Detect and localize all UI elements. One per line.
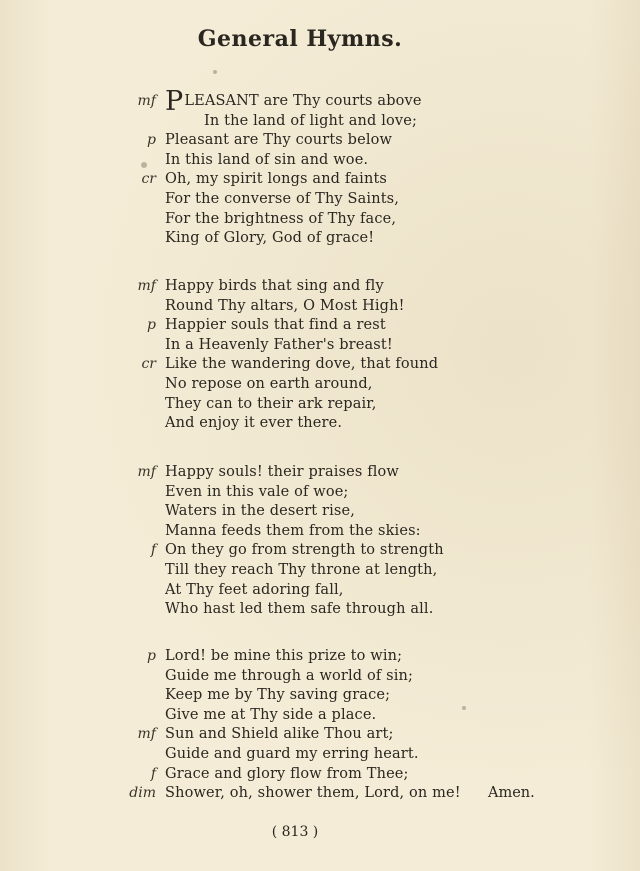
line-text: For the brightness of Thy face, (165, 210, 397, 227)
verse-line (0, 395, 640, 415)
line-text: Who hast led them safe through all. (165, 601, 434, 618)
line-text: In the land of light and love; (204, 112, 417, 129)
line-text: Happier souls that find a rest (165, 317, 386, 334)
line-text: Pleasant are Thy courts below (165, 132, 393, 149)
dynamic-marking: mf (137, 93, 156, 109)
verse-line (0, 784, 640, 804)
verse-line (0, 745, 640, 765)
line-text: In this land of sin and woe. (165, 151, 369, 168)
verse-line (0, 600, 640, 620)
line-text: Give me at Thy side a place. (165, 706, 377, 723)
drop-cap: P (165, 86, 184, 117)
line-text: Round Thy altars, O Most High! (165, 297, 405, 314)
verse-line (0, 229, 640, 249)
verse-line (0, 686, 640, 706)
verse-line (0, 210, 640, 230)
verse-line (0, 483, 640, 503)
line-text: Lord! be mine this prize to win; (165, 648, 403, 664)
line-text: Like the wandering dove, that found (165, 356, 439, 373)
line-text: And enjoy it ever there. (165, 415, 343, 432)
stanza (0, 277, 640, 434)
line-text (165, 86, 422, 117)
line-text: Happy birds that sing and fly (165, 278, 384, 294)
verse-line (0, 414, 640, 434)
line-text: Keep me by Thy saving grace; (165, 687, 391, 704)
dynamic-marking: mf (137, 464, 156, 480)
line-text: No repose on earth around, (165, 375, 373, 392)
verse-line (0, 647, 640, 667)
verse-line (0, 277, 640, 297)
page-title: General Hymns. (197, 26, 403, 52)
line-text: Sun and Shield alike Thou art; (165, 726, 394, 743)
verse-line (0, 86, 640, 117)
dynamic-marking: p (147, 648, 156, 664)
verse-line (0, 170, 640, 190)
line-text-rest: LEASANT are Thy courts above (184, 93, 422, 109)
dynamic-marking: p (147, 317, 156, 334)
verse-line (0, 151, 640, 171)
verse-line (0, 355, 640, 375)
verse-line (0, 336, 640, 356)
verse-line (0, 190, 640, 210)
verse-line (0, 375, 640, 395)
line-text: At Thy feet adoring fall, (165, 581, 344, 598)
line-text: Oh, my spirit longs and faints (165, 171, 388, 188)
stanza (0, 647, 640, 804)
verse-line (0, 502, 640, 522)
line-text: On they go from strength to strength (165, 542, 444, 559)
dynamic-marking: f (150, 542, 156, 559)
line-text: Waters in the desert rise, (165, 503, 355, 520)
ink-speck (213, 70, 217, 74)
line-text: Manna feeds them from the skies: (165, 522, 421, 539)
line-text: Grace and glory flow from Thee; (165, 765, 409, 782)
dynamic-marking: cr (141, 356, 156, 373)
verse-line (0, 541, 640, 561)
verse-line (0, 581, 640, 601)
line-text: King of Glory, God of grace! (165, 230, 375, 247)
line-text: They can to their ark repair, (165, 395, 377, 412)
line-text: Happy souls! their praises flow (165, 464, 399, 480)
amen-text: Amen. (488, 785, 535, 802)
dynamic-marking: mf (137, 726, 156, 743)
verse-line (0, 316, 640, 336)
stanza (0, 86, 640, 249)
dynamic-marking: p (147, 132, 156, 149)
line-text: Guide and guard my erring heart. (165, 745, 419, 762)
dynamic-marking: dim (129, 785, 156, 802)
dynamic-marking: mf (137, 278, 156, 294)
verse-line (0, 297, 640, 317)
verse-line (0, 561, 640, 581)
verse-line (0, 131, 640, 151)
line-text: For the converse of Thy Saints, (165, 190, 400, 207)
dynamic-marking: f (150, 765, 156, 782)
verse-line (0, 725, 640, 745)
dynamic-marking: cr (141, 171, 156, 188)
stanza (0, 463, 640, 620)
verse-line (0, 522, 640, 542)
line-text: Shower, oh, shower them, Lord, on me! (165, 785, 461, 802)
verse-line (0, 667, 640, 687)
line-text: Guide me through a world of sin; (165, 667, 414, 684)
page-header (0, 26, 600, 52)
line-text: In a Heavenly Father's breast! (165, 336, 393, 353)
verse-line (0, 706, 640, 726)
line-text: Even in this vale of woe; (165, 483, 349, 500)
verse-line (0, 112, 640, 132)
line-text: Till they reach Thy throne at length, (165, 561, 438, 578)
page-number: ( 813 ) (271, 824, 319, 840)
verse-line (0, 463, 640, 483)
verse-line (0, 765, 640, 785)
